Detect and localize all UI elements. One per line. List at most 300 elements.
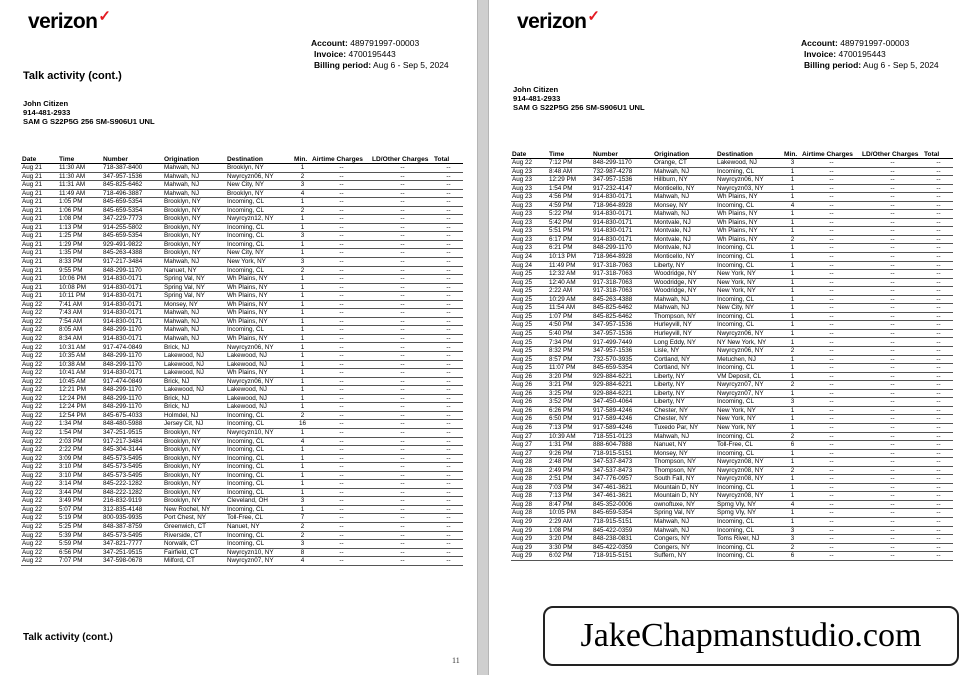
cell-number: 929-884-6221 <box>592 381 653 390</box>
cell-total: -- <box>923 552 953 561</box>
cell-minutes: 1 <box>293 386 311 395</box>
cell-number: 914-830-0171 <box>102 369 163 378</box>
cell-total: -- <box>433 352 463 361</box>
cell-total: -- <box>923 449 953 458</box>
cell-total: -- <box>433 497 463 506</box>
cell-date: Aug 22 <box>21 446 58 455</box>
billing-label: Billing period: <box>314 60 372 70</box>
cell-number: 914-830-0171 <box>592 193 653 202</box>
cell-time: 10:08 PM <box>58 283 102 292</box>
cell-minutes: 1 <box>293 454 311 463</box>
cell-minutes: 1 <box>783 176 801 185</box>
cell-airtime-charges: -- <box>801 398 861 407</box>
cell-ld-other-charges: -- <box>861 552 923 561</box>
cell-destination: New York, NY <box>226 258 293 267</box>
cell-total: -- <box>433 446 463 455</box>
cell-destination: Wh Plains, NY <box>226 283 293 292</box>
cell-origination: Holmdel, NJ <box>163 411 226 420</box>
cell-ld-other-charges: -- <box>861 475 923 484</box>
cell-date: Aug 22 <box>21 428 58 437</box>
cell-date: Aug 23 <box>511 227 548 236</box>
cell-total: -- <box>923 184 953 193</box>
cell-airtime-charges: -- <box>311 386 371 395</box>
cell-time: 5:42 PM <box>548 218 592 227</box>
cell-destination: Lakewood, NJ <box>226 386 293 395</box>
cell-origination: ownoftuxe, NY <box>653 500 716 509</box>
cell-airtime-charges: -- <box>801 338 861 347</box>
cell-number: 845-675-4033 <box>102 411 163 420</box>
cell-ld-other-charges: -- <box>861 235 923 244</box>
cell-ld-other-charges: -- <box>861 381 923 390</box>
cell-total: -- <box>433 557 463 566</box>
cell-destination: Incoming, CL <box>226 266 293 275</box>
cell-number: 848-299-1170 <box>592 159 653 168</box>
cell-minutes: 1 <box>293 164 311 173</box>
cell-destination: Metuchen, NJ <box>716 355 783 364</box>
cell-airtime-charges: -- <box>801 227 861 236</box>
cell-ld-other-charges: -- <box>371 446 433 455</box>
cell-destination: Incoming, CL <box>716 483 783 492</box>
cell-time: 7:41 AM <box>58 300 102 309</box>
cell-destination: Incoming, CL <box>226 232 293 241</box>
billing-label: Billing period: <box>804 60 862 70</box>
cell-origination: Spring Val, NY <box>163 275 226 284</box>
cell-date: Aug 23 <box>511 244 548 253</box>
table-row <box>511 244 953 253</box>
cell-minutes: 1 <box>783 483 801 492</box>
cell-origination: Brooklyn, NY <box>163 454 226 463</box>
cell-destination: Wh Plains, NY <box>226 275 293 284</box>
cell-total: -- <box>923 355 953 364</box>
cell-total: -- <box>923 295 953 304</box>
cell-origination: Milford, CT <box>163 557 226 566</box>
cell-time: 10:11 PM <box>58 292 102 301</box>
cell-origination: Lakewood, NJ <box>163 369 226 378</box>
cell-date: Aug 21 <box>21 232 58 241</box>
cell-origination: Congers, NY <box>653 535 716 544</box>
cell-destination: Incoming, CL <box>716 312 783 321</box>
cell-minutes: 1 <box>783 364 801 373</box>
cell-total: -- <box>923 381 953 390</box>
cell-date: Aug 26 <box>511 389 548 398</box>
table-row <box>511 364 953 373</box>
cell-ld-other-charges: -- <box>371 540 433 549</box>
table-header-row <box>21 155 463 164</box>
table-row <box>511 312 953 321</box>
cell-airtime-charges: -- <box>311 292 371 301</box>
cell-origination: Mahwah, NJ <box>163 309 226 318</box>
cell-number: 718-964-8928 <box>592 201 653 210</box>
cell-date: Aug 22 <box>21 540 58 549</box>
cell-total: -- <box>923 466 953 475</box>
cell-number: 914-830-0171 <box>102 292 163 301</box>
cell-ld-other-charges: -- <box>861 415 923 424</box>
table-row <box>511 355 953 364</box>
cell-origination: Liberty, NY <box>653 261 716 270</box>
cell-ld-other-charges: -- <box>371 300 433 309</box>
cell-origination: Thompson, NY <box>653 312 716 321</box>
cell-minutes: 1 <box>783 355 801 364</box>
table-row <box>21 505 463 514</box>
cell-destination: Lakewood, NJ <box>226 403 293 412</box>
cell-date: Aug 22 <box>21 437 58 446</box>
table-row <box>511 270 953 279</box>
cell-number: 929-884-6221 <box>592 372 653 381</box>
cell-number: 845-573-5495 <box>102 454 163 463</box>
cell-origination: Brooklyn, NY <box>163 428 226 437</box>
cell-destination: Cleveland, OH <box>226 497 293 506</box>
cell-time: 12:21 PM <box>58 386 102 395</box>
cell-time: 3:10 PM <box>58 463 102 472</box>
cell-number: 914-830-0171 <box>592 235 653 244</box>
cell-time: 1:54 PM <box>58 428 102 437</box>
cell-minutes: 1 <box>293 275 311 284</box>
cell-date: Aug 22 <box>21 352 58 361</box>
subscriber-device: SAM G S22P5G 256 SM-S906U1 UNL <box>513 103 645 112</box>
cell-ld-other-charges: -- <box>371 557 433 566</box>
cell-origination: Brick, NJ <box>163 394 226 403</box>
column-header-total: Total <box>923 150 953 159</box>
cell-airtime-charges: -- <box>311 189 371 198</box>
cell-number: 917-499-7449 <box>592 338 653 347</box>
cell-date: Aug 21 <box>21 189 58 198</box>
table-row <box>511 458 953 467</box>
cell-number: 914-830-0171 <box>102 300 163 309</box>
account-label: Account: <box>311 38 348 48</box>
column-header-ld-other-charges: LD/Other Charges <box>371 155 433 164</box>
cell-date: Aug 29 <box>511 517 548 526</box>
cell-total: -- <box>923 201 953 210</box>
cell-number: 347-537-8473 <box>592 458 653 467</box>
cell-number: 347-461-3621 <box>592 492 653 501</box>
cell-total: -- <box>923 329 953 338</box>
cell-origination: Brooklyn, NY <box>163 232 226 241</box>
cell-time: 10:29 AM <box>548 295 592 304</box>
cell-date: Aug 25 <box>511 355 548 364</box>
cell-total: -- <box>433 369 463 378</box>
table-row <box>511 552 953 561</box>
column-header-time: Time <box>548 150 592 159</box>
cell-total: -- <box>923 176 953 185</box>
cell-airtime-charges: -- <box>311 352 371 361</box>
table-row <box>511 201 953 210</box>
cell-total: -- <box>433 275 463 284</box>
cell-airtime-charges: -- <box>801 492 861 501</box>
cell-total: -- <box>433 360 463 369</box>
billing-value: Aug 6 - Sep 5, 2024 <box>863 60 939 70</box>
cell-date: Aug 22 <box>21 411 58 420</box>
cell-ld-other-charges: -- <box>861 423 923 432</box>
cell-date: Aug 22 <box>21 514 58 523</box>
cell-number: 347-598-0678 <box>102 557 163 566</box>
cell-total: -- <box>923 159 953 168</box>
cell-airtime-charges: -- <box>311 514 371 523</box>
cell-ld-other-charges: -- <box>861 176 923 185</box>
cell-airtime-charges: -- <box>311 181 371 190</box>
cell-minutes: 1 <box>783 329 801 338</box>
cell-number: 718-387-8400 <box>102 164 163 173</box>
table-row <box>511 389 953 398</box>
cell-number: 845-825-6462 <box>592 312 653 321</box>
cell-airtime-charges: -- <box>311 258 371 267</box>
cell-minutes: 2 <box>293 531 311 540</box>
cell-origination: Monticello, NY <box>653 184 716 193</box>
cell-origination: Brooklyn, NY <box>163 437 226 446</box>
table-row <box>21 420 463 429</box>
cell-date: Aug 23 <box>511 201 548 210</box>
cell-airtime-charges: -- <box>311 454 371 463</box>
invoice-value: 4700195443 <box>348 49 396 59</box>
cell-number: 732-570-3935 <box>592 355 653 364</box>
cell-airtime-charges: -- <box>311 480 371 489</box>
column-header-origination: Origination <box>163 155 226 164</box>
cell-number: 917-232-4147 <box>592 184 653 193</box>
cell-airtime-charges: -- <box>801 304 861 313</box>
cell-total: -- <box>433 300 463 309</box>
cell-airtime-charges: -- <box>311 232 371 241</box>
cell-airtime-charges: -- <box>801 159 861 168</box>
cell-number: 347-957-1536 <box>592 176 653 185</box>
cell-origination: Mahwah, NJ <box>163 326 226 335</box>
cell-ld-other-charges: -- <box>861 218 923 227</box>
cell-ld-other-charges: -- <box>861 432 923 441</box>
cell-destination: Toms River, NJ <box>716 535 783 544</box>
cell-date: Aug 21 <box>21 198 58 207</box>
cell-ld-other-charges: -- <box>371 189 433 198</box>
cell-minutes: 1 <box>293 352 311 361</box>
cell-time: 7:13 PM <box>548 492 592 501</box>
cell-origination: Monsey, NY <box>653 449 716 458</box>
cell-airtime-charges: -- <box>311 403 371 412</box>
cell-number: 347-957-1536 <box>102 172 163 181</box>
cell-destination: Incoming, CL <box>226 411 293 420</box>
talk-activity-table <box>511 150 953 561</box>
table-row <box>511 483 953 492</box>
cell-time: 8:32 PM <box>548 347 592 356</box>
table-row <box>21 283 463 292</box>
cell-ld-other-charges: -- <box>371 172 433 181</box>
cell-total: -- <box>433 215 463 224</box>
cell-ld-other-charges: -- <box>861 261 923 270</box>
cell-time: 10:45 AM <box>58 377 102 386</box>
cell-ld-other-charges: -- <box>371 411 433 420</box>
cell-total: -- <box>433 232 463 241</box>
cell-minutes: 2 <box>293 172 311 181</box>
cell-number: 848-299-1170 <box>592 244 653 253</box>
cell-origination: Mahwah, NJ <box>653 193 716 202</box>
cell-time: 3:20 PM <box>548 372 592 381</box>
page-gutter <box>477 0 489 675</box>
table-row <box>21 352 463 361</box>
table-row <box>21 557 463 566</box>
cell-minutes: 16 <box>293 420 311 429</box>
cell-total: -- <box>923 244 953 253</box>
column-header-minutes: Min. <box>293 155 311 164</box>
cell-ld-other-charges: -- <box>371 360 433 369</box>
cell-total: -- <box>433 249 463 258</box>
cell-minutes: 4 <box>293 557 311 566</box>
table-row <box>21 360 463 369</box>
cell-airtime-charges: -- <box>311 275 371 284</box>
cell-date: Aug 22 <box>21 360 58 369</box>
table-row <box>511 184 953 193</box>
cell-date: Aug 26 <box>511 415 548 424</box>
cell-origination: Brooklyn, NY <box>163 446 226 455</box>
cell-airtime-charges: -- <box>801 483 861 492</box>
cell-number: 845-659-5354 <box>592 509 653 518</box>
cell-ld-other-charges: -- <box>861 338 923 347</box>
cell-total: -- <box>433 394 463 403</box>
cell-total: -- <box>433 548 463 557</box>
cell-number: 848-299-1170 <box>102 352 163 361</box>
cell-minutes: 2 <box>783 543 801 552</box>
table-row <box>511 218 953 227</box>
column-header-ld-other-charges: LD/Other Charges <box>861 150 923 159</box>
cell-time: 7:07 PM <box>58 557 102 566</box>
cell-minutes: 1 <box>293 317 311 326</box>
cell-minutes: 1 <box>783 244 801 253</box>
cell-date: Aug 22 <box>21 334 58 343</box>
cell-destination: Nwyrcyzn07, NY <box>716 381 783 390</box>
cell-ld-other-charges: -- <box>371 403 433 412</box>
cell-destination: Incoming, CL <box>226 326 293 335</box>
cell-destination: Incoming, CL <box>716 364 783 373</box>
cell-airtime-charges: -- <box>311 240 371 249</box>
cell-destination: Incoming, CL <box>716 449 783 458</box>
table-row <box>21 428 463 437</box>
cell-origination: Mahwah, NJ <box>163 317 226 326</box>
cell-ld-other-charges: -- <box>371 266 433 275</box>
cell-number: 718-915-5151 <box>592 449 653 458</box>
cell-minutes: 4 <box>293 189 311 198</box>
cell-airtime-charges: -- <box>801 543 861 552</box>
cell-airtime-charges: -- <box>311 283 371 292</box>
account-label: Account: <box>801 38 838 48</box>
cell-date: Aug 25 <box>511 321 548 330</box>
cell-ld-other-charges: -- <box>371 514 433 523</box>
table-row <box>21 540 463 549</box>
cell-minutes: 3 <box>783 526 801 535</box>
cell-time: 2:49 PM <box>548 466 592 475</box>
cell-total: -- <box>923 389 953 398</box>
account-info <box>801 38 939 71</box>
table-row <box>21 386 463 395</box>
cell-minutes: 1 <box>783 449 801 458</box>
cell-airtime-charges: -- <box>311 215 371 224</box>
table-row <box>511 235 953 244</box>
subscriber-block <box>513 85 645 112</box>
cell-time: 5:19 PM <box>58 514 102 523</box>
cell-minutes: 3 <box>783 535 801 544</box>
cell-number: 914-830-0171 <box>592 218 653 227</box>
cell-destination: Incoming, CL <box>226 454 293 463</box>
cell-ld-other-charges: -- <box>371 309 433 318</box>
table-row <box>511 261 953 270</box>
cell-destination: Wh Plains, NY <box>226 334 293 343</box>
cell-total: -- <box>433 292 463 301</box>
cell-destination: VM Deposit, CL <box>716 372 783 381</box>
column-header-airtime-charges: Airtime Charges <box>311 155 371 164</box>
cell-ld-other-charges: -- <box>861 167 923 176</box>
table-row <box>511 415 953 424</box>
bill-page-right <box>489 0 967 675</box>
cell-ld-other-charges: -- <box>861 295 923 304</box>
cell-minutes: 1 <box>783 406 801 415</box>
cell-date: Aug 23 <box>511 210 548 219</box>
cell-time: 4:59 PM <box>548 201 592 210</box>
cell-time: 5:51 PM <box>548 227 592 236</box>
table-row <box>21 292 463 301</box>
cell-airtime-charges: -- <box>801 287 861 296</box>
cell-airtime-charges: -- <box>311 360 371 369</box>
cell-ld-other-charges: -- <box>371 206 433 215</box>
cell-number: 888-604-7888 <box>592 441 653 450</box>
cell-time: 4:56 PM <box>548 193 592 202</box>
cell-time: 5:40 PM <box>548 329 592 338</box>
cell-origination: Chester, NY <box>653 415 716 424</box>
table-row <box>21 317 463 326</box>
cell-destination: Nwyrcyzn10, NY <box>226 428 293 437</box>
cell-ld-other-charges: -- <box>861 364 923 373</box>
table-row <box>21 343 463 352</box>
cell-minutes: 1 <box>293 471 311 480</box>
cell-time: 1:25 PM <box>58 232 102 241</box>
table-row <box>21 326 463 335</box>
table-row <box>21 266 463 275</box>
cell-destination: Lakewood, NJ <box>226 352 293 361</box>
cell-minutes: 3 <box>783 159 801 168</box>
cell-ld-other-charges: -- <box>371 386 433 395</box>
cell-total: -- <box>923 321 953 330</box>
cell-destination: New York, NY <box>716 415 783 424</box>
cell-time: 1:06 PM <box>58 206 102 215</box>
cell-date: Aug 26 <box>511 398 548 407</box>
cell-time: 6:50 PM <box>548 415 592 424</box>
cell-total: -- <box>433 480 463 489</box>
table-row <box>21 454 463 463</box>
cell-total: -- <box>923 423 953 432</box>
cell-destination: Incoming, CL <box>226 240 293 249</box>
cell-date: Aug 28 <box>511 509 548 518</box>
cell-airtime-charges: -- <box>311 223 371 232</box>
cell-ld-other-charges: -- <box>371 334 433 343</box>
cell-ld-other-charges: -- <box>371 480 433 489</box>
cell-total: -- <box>433 223 463 232</box>
cell-origination: Tuxedo Par, NY <box>653 423 716 432</box>
cell-total: -- <box>923 364 953 373</box>
cell-minutes: 1 <box>783 218 801 227</box>
cell-total: -- <box>433 309 463 318</box>
cell-minutes: 1 <box>293 428 311 437</box>
cell-destination: New City, NY <box>226 181 293 190</box>
cell-airtime-charges: -- <box>311 317 371 326</box>
cell-time: 1:29 PM <box>58 240 102 249</box>
cell-time: 2:03 PM <box>58 437 102 446</box>
cell-airtime-charges: -- <box>801 364 861 373</box>
cell-total: -- <box>923 347 953 356</box>
cell-ld-other-charges: -- <box>371 488 433 497</box>
cell-minutes: 1 <box>293 249 311 258</box>
cell-ld-other-charges: -- <box>861 449 923 458</box>
cell-airtime-charges: -- <box>801 193 861 202</box>
cell-time: 11:07 PM <box>548 364 592 373</box>
cell-date: Aug 21 <box>21 223 58 232</box>
cell-time: 12:32 AM <box>548 270 592 279</box>
cell-date: Aug 23 <box>511 193 548 202</box>
cell-total: -- <box>923 517 953 526</box>
cell-destination: Incoming, CL <box>716 432 783 441</box>
cell-origination: Mountain D, NY <box>653 483 716 492</box>
